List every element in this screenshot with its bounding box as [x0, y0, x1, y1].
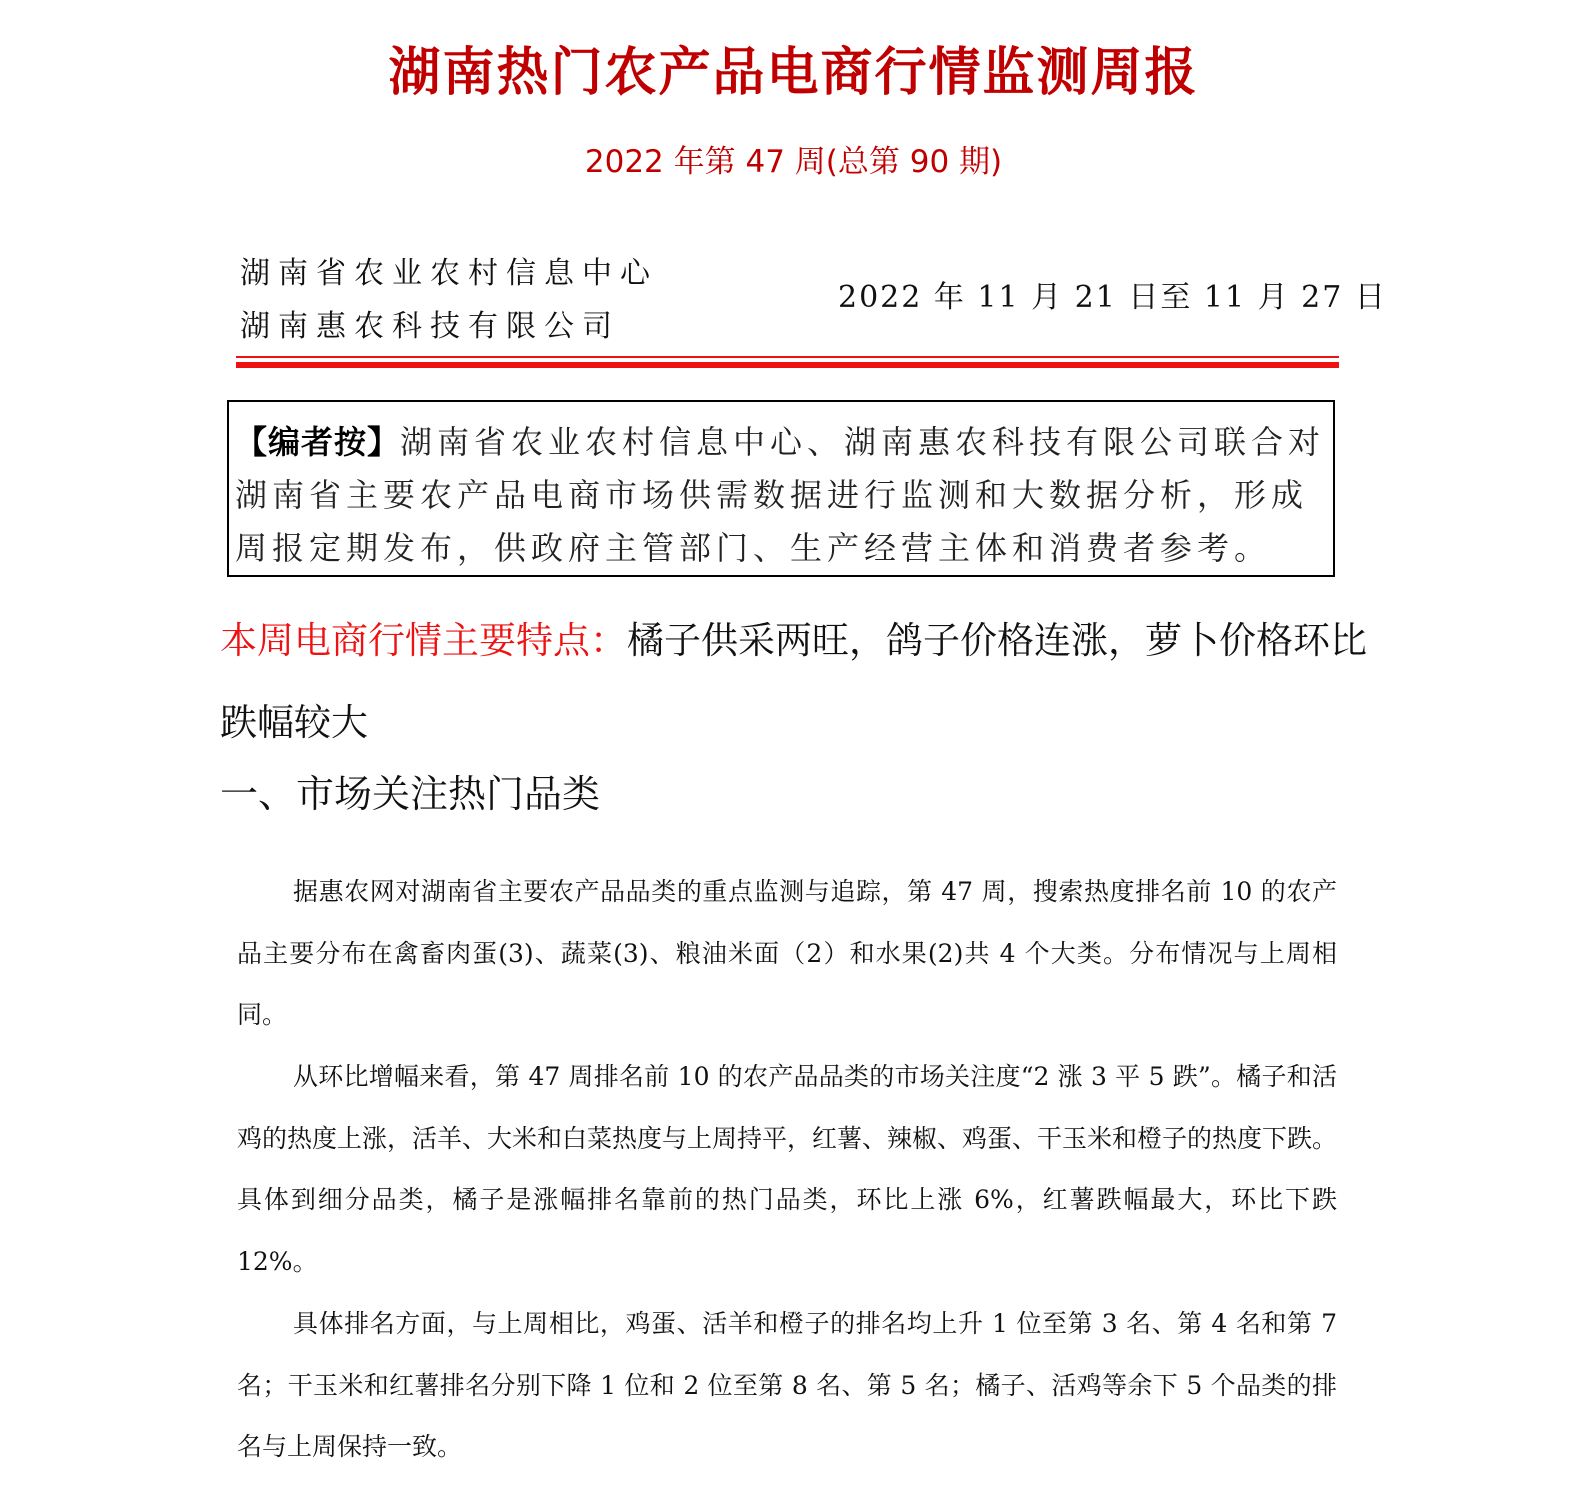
publisher-huinong: 湖南惠农科技有限公司: [240, 309, 620, 344]
highlights-label: 本周电商行情主要特点：: [220, 619, 627, 662]
publisher-info-center: 湖南省农业农村信息中心: [240, 256, 658, 291]
body-paragraph: 从环比增幅来看，第 47 周排名前 10 的农产品品类的市场关注度“2 涨 3 平 5 跌”。橘子和活鸡的热度上涨，活羊、大米和白菜热度与上周持平，红薯、辣椒、鸡蛋、干玉米和橙子的热度下跌。具体到细分品类，橘子是涨幅排名靠前的热门品类，环比上涨 6%，红薯跌幅最大，环比下跌 12%。: [237, 1062, 1338, 1276]
report-date-range: 2022 年 11 月 21 日至 11 月 27 日: [838, 280, 1387, 315]
highlights-text: 橘子供采两旺，鸽子价格连涨，萝卜价格环比跌幅较大: [220, 619, 1367, 744]
header-divider-thick: [236, 362, 1339, 368]
issue-number: 2022 年第 47 周(总第 90 期): [584, 144, 1003, 180]
section-heading: 一、市场关注热门品类: [220, 772, 601, 816]
editor-note-box: [227, 400, 1335, 577]
editor-note-label: 【编者按】: [235, 423, 401, 461]
weekly-highlights: [220, 600, 1370, 764]
report-title: 湖南热门农产品电商行情监测周报: [388, 43, 1199, 103]
editor-note-text: 湖南省农业农村信息中心、湖南惠农科技有限公司联合对湖南省主要农产品电商市场供需数据进行监测和大数据分析，形成周报定期发布，供政府主管部门、生产经营主体和消费者参考。: [235, 423, 1326, 567]
header-divider-thin: [236, 356, 1339, 358]
body-paragraph: 据惠农网对湖南省主要农产品品类的重点监测与追踪，第 47 周，搜索热度排名前 10 的农产品主要分布在禽畜肉蛋(3)、蔬菜(3)、粮油米面（2）和水果(2)共 4 个大类。分布情况与上周相同。: [237, 877, 1337, 1029]
body-paragraph: 具体排名方面，与上周相比，鸡蛋、活羊和橙子的排名均上升 1 位至第 3 名、第 4 名和第 7 名；干玉米和红薯排名分别下降 1 位和 2 位至第 8 名、第 5 名；橘子、活鸡等余下 5 个品类的排名与上周保持一致。: [237, 1309, 1337, 1461]
